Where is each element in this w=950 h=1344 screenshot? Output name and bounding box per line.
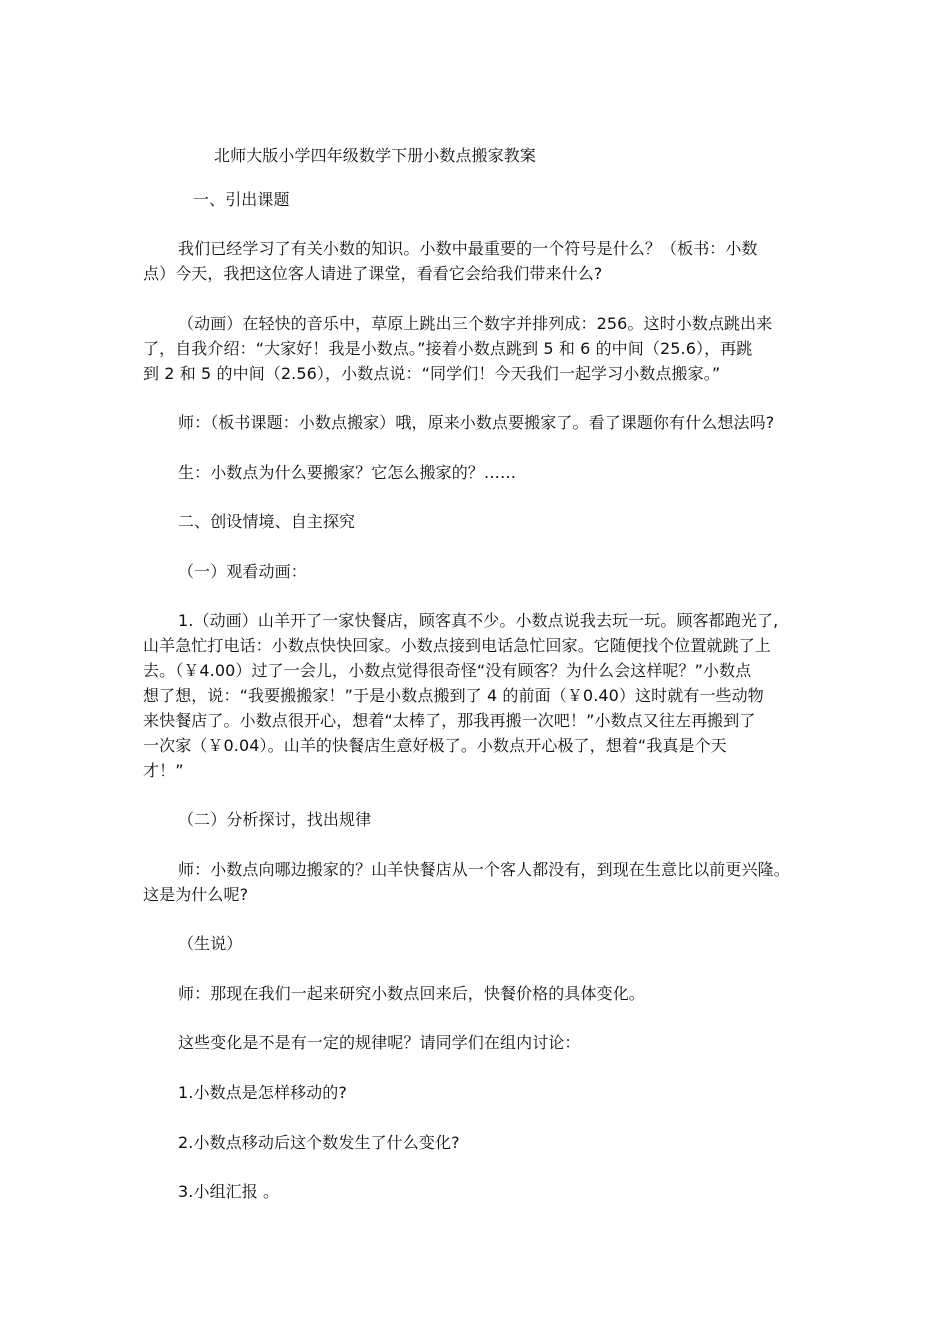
discussion-item-2: 2.小数点移动后这个数发生了什么变化? — [178, 1133, 460, 1152]
paragraph-teacher-topic: 师：（板书课题：小数点搬家）哦，原来小数点要搬家了。看了课题你有什么想法吗? — [178, 413, 775, 432]
story-line-3: 去。（￥4.00）过了一会儿，小数点觉得很奇怪“没有顾客？为什么会这样呢？”小数点 — [143, 661, 752, 680]
teacher-question-line-2: 这是为什么呢? — [143, 885, 249, 904]
paragraph-animation-line-3: 到 2 和 5 的中间（2.56），小数点说：“同学们！今天我们一起学习小数点搬家。” — [143, 364, 721, 383]
document-title: 北师大版小学四年级数学下册小数点搬家教案 — [214, 146, 537, 165]
section-heading-2: 二、创设情境、自主探究 — [178, 512, 356, 531]
story-line-4: 想了想，说：“我要搬搬家！”于是小数点搬到了 4 的前面（￥0.40）这时就有一些动物 — [143, 686, 764, 705]
story-line-5: 来快餐店了。小数点很开心，想着“太棒了，那我再搬一次吧！”小数点又往左再搬到了 — [143, 711, 756, 730]
story-line-6: 一次家（￥0.04）。山羊的快餐店生意好极了。小数点开心极了，想着“我真是个天 — [143, 736, 727, 755]
teacher-study-prompt: 师：那现在我们一起来研究小数点回来后，快餐价格的具体变化。 — [178, 984, 645, 1003]
teacher-question-line-1: 师：小数点向哪边搬家的？山羊快餐店从一个客人都没有，到现在生意比以前更兴隆。 — [178, 860, 790, 879]
story-line-1: 1.（动画）山羊开了一家快餐店，顾客真不少。小数点说我去玩一玩。顾客都跑光了, — [178, 611, 779, 630]
discussion-item-3: 3.小组汇报 。 — [178, 1182, 280, 1201]
subheading-watch-animation: （一）观看动画： — [178, 562, 307, 581]
discussion-prompt: 这些变化是不是有一定的规律呢？请同学们在组内讨论： — [178, 1033, 581, 1052]
section-heading-1: 一、引出课题 — [193, 190, 290, 209]
paragraph-animation-line-2: 了，自我介绍：“大家好！我是小数点。”接着小数点跳到 5 和 6 的中间（25.6），再跳 — [143, 339, 753, 358]
story-line-7: 才！” — [143, 761, 184, 780]
subheading-analyze: （二）分析探讨，找出规律 — [178, 810, 372, 829]
story-line-2: 山羊急忙打电话：小数点快快回家。小数点接到电话急忙回家。它随便找个位置就跳了上 — [143, 636, 771, 655]
paragraph-intro-line-1: 我们已经学习了有关小数的知识。小数中最重要的一个符号是什么？（板书：小数 — [178, 239, 758, 258]
discussion-item-1: 1.小数点是怎样移动的? — [178, 1083, 347, 1102]
students-answer: （生说） — [178, 934, 243, 953]
paragraph-animation-line-1: （动画）在轻快的音乐中，草原上跳出三个数字并排列成：256。这时小数点跳出来 — [178, 314, 773, 333]
paragraph-intro-line-2: 点）今天，我把这位客人请进了课堂，看看它会给我们带来什么? — [143, 264, 603, 283]
paragraph-student-question: 生：小数点为什么要搬家？它怎么搬家的？…… — [178, 463, 517, 482]
